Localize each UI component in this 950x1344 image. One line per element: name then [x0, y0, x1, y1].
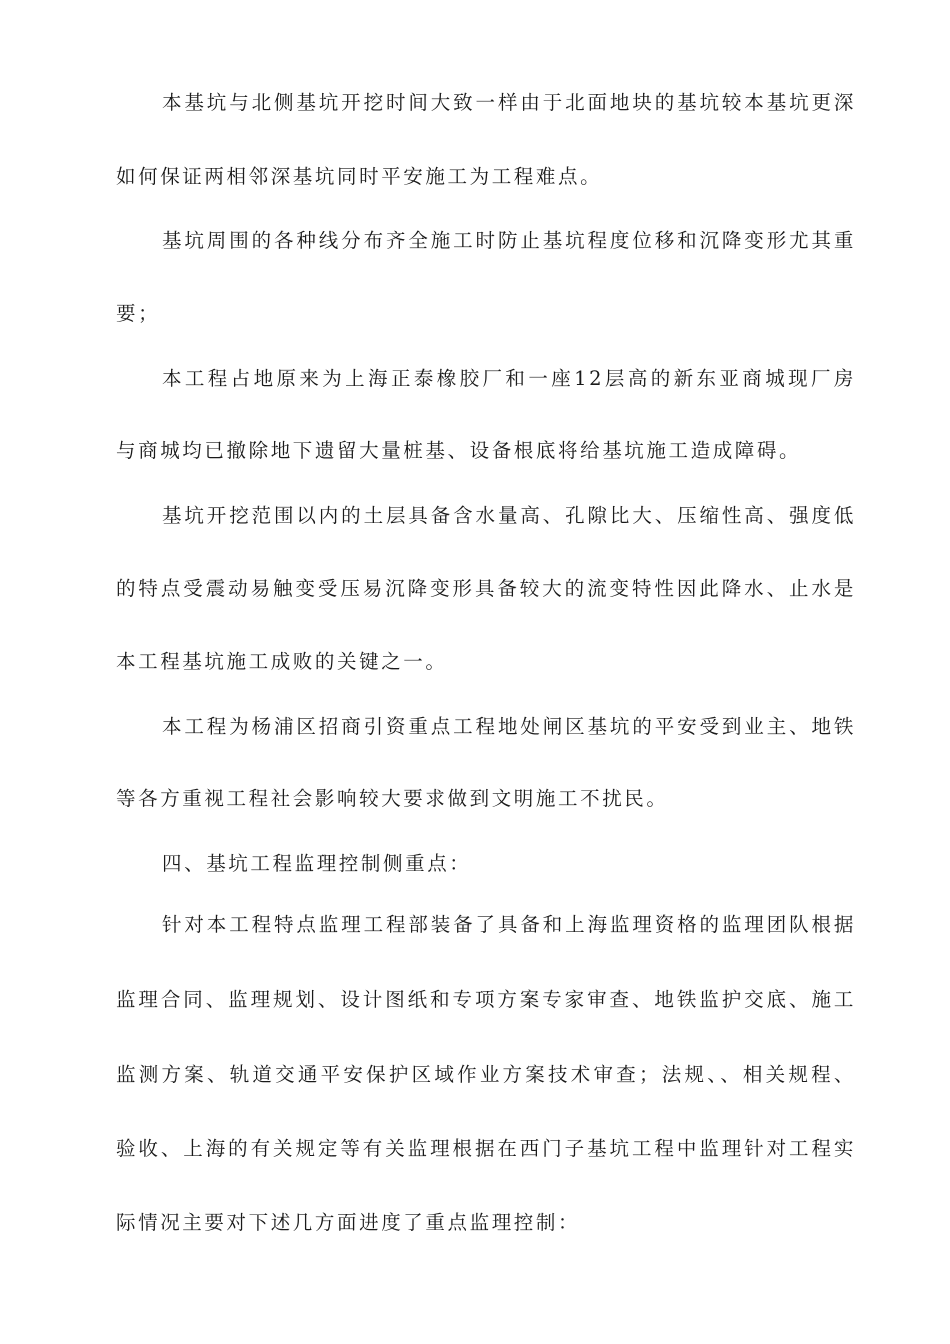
- paragraph-6-line-4: 验收、上海的有关规定等有关监理根据在西门子基坑工程中监理针对工程实: [116, 1137, 856, 1160]
- paragraph-3-line-1: 本工程占地原来为上海正泰橡胶厂和一座12层高的新东亚商城现厂房: [162, 367, 856, 390]
- paragraph-6-line-1: 针对本工程特点监理工程部装备了具备和上海监理资格的监理团队根据: [162, 913, 856, 936]
- section-heading: 四、基坑工程监理控制侧重点：: [162, 852, 472, 875]
- paragraph-6-line-2: 监理合同、监理规划、设计图纸和专项方案专家审查、地铁监护交底、施工: [116, 988, 856, 1011]
- paragraph-2-line-2: 要；: [116, 302, 161, 325]
- paragraph-1-line-1: 本基坑与北侧基坑开挖时间大致一样由于北面地块的基坑较本基坑更深: [162, 91, 856, 114]
- paragraph-6-line-5: 际情况主要对下述几方面进度了重点监理控制：: [116, 1211, 581, 1234]
- paragraph-4-line-1: 基坑开挖范围以内的土层具备含水量高、孔隙比大、压缩性高、强度低: [162, 504, 856, 527]
- paragraph-4-line-3: 本工程基坑施工成败的关键之一。: [116, 650, 448, 673]
- paragraph-1-line-2: 如何保证两相邻深基坑同时平安施工为工程难点。: [116, 165, 603, 188]
- paragraph-5-line-2: 等各方重视工程社会影响较大要求做到文明施工不扰民。: [116, 787, 669, 810]
- paragraph-6-line-3: 监测方案、轨道交通平安保护区域作业方案技术审查；法规、、相关规程、: [116, 1063, 856, 1086]
- paragraph-4-line-2: 的特点受震动易触变受压易沉降变形具备较大的流变特性因此降水、止水是: [116, 577, 856, 600]
- paragraph-3-line-2: 与商城均已撤除地下遗留大量桩基、设备根底将给基坑施工造成障碍。: [116, 439, 802, 462]
- paragraph-2-line-1: 基坑周围的各种线分布齐全施工时防止基坑程度位移和沉降变形尤其重: [162, 229, 856, 252]
- paragraph-5-line-1: 本工程为杨浦区招商引资重点工程地处闸区基坑的平安受到业主、地铁: [162, 715, 856, 738]
